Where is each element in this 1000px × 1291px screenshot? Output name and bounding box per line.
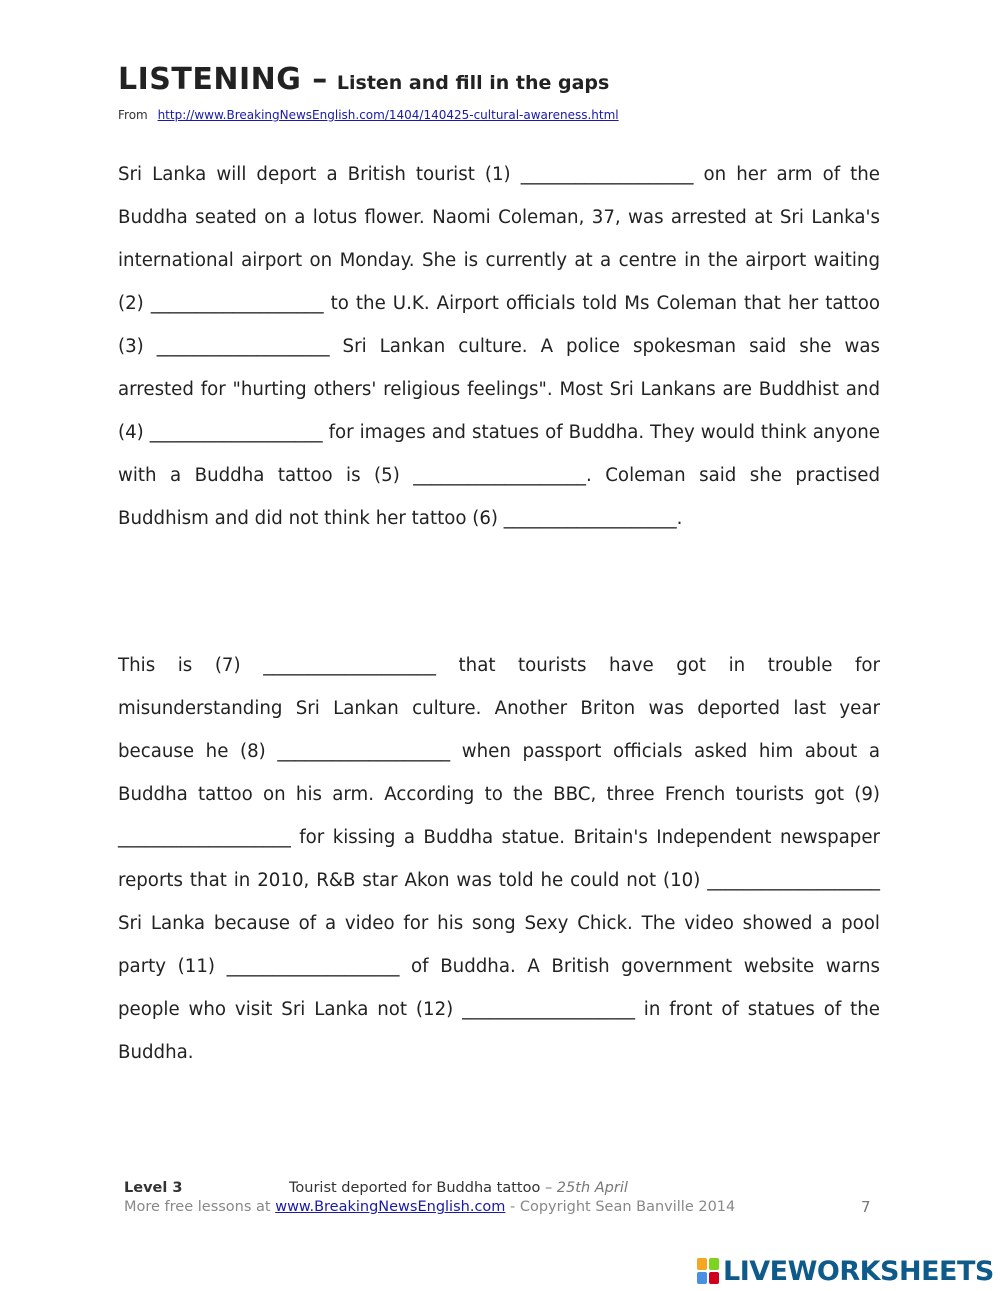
source-label: From [118, 108, 148, 122]
liveworksheets-logo-icon [697, 1258, 719, 1284]
paragraph-1 [118, 153, 880, 540]
text-segment: for images and statues of Buddha. They would think anyone with a Buddha tattoo is (5) [118, 422, 880, 486]
logo-square [709, 1272, 719, 1284]
more-lessons-text: More free lessons at [124, 1199, 276, 1215]
logo-square [709, 1258, 719, 1270]
text-segment: . [676, 508, 683, 529]
text-segment: that tourists have got in trouble for misunderstanding Sri Lankan culture. Another Briton was deported last year because he (8) [118, 655, 880, 762]
source-link[interactable]: http://www.BreakingNewsEnglish.com/1404/140425-cultural-awareness.html [157, 108, 619, 122]
page-number: 7 [861, 1198, 871, 1216]
text-segment: Sri Lanka will deport a British tourist (1) [118, 164, 521, 185]
text-segment: Sri Lanka because of a video for his song Sexy Chick. The video showed a pool party (11) [118, 913, 880, 977]
page-title: LISTENING – [118, 62, 328, 97]
text-segment: in front of statues of the Buddha. [118, 999, 880, 1063]
gap-5-input[interactable]: ___________________ [413, 465, 587, 486]
gap-2-input[interactable]: ___________________ [150, 293, 324, 314]
lesson-title [289, 1180, 628, 1196]
source-line [118, 108, 619, 122]
text-segment: . Coleman said she practised Buddhism and did not think her tattoo (6) [118, 465, 880, 529]
gap-4-input[interactable]: ___________________ [149, 422, 323, 443]
lesson-title-text: Tourist deported for Buddha tattoo [289, 1180, 541, 1196]
level-label: Level 3 [124, 1180, 183, 1196]
gap-12-input[interactable]: ___________________ [462, 999, 635, 1020]
logo-square [697, 1272, 707, 1284]
copyright-text: - Copyright Sean Banville 2014 [505, 1199, 736, 1215]
page-subtitle: Listen and fill in the gaps [336, 72, 610, 94]
site-link[interactable]: www.BreakingNewsEnglish.com [275, 1199, 506, 1215]
lesson-date: – 25th April [540, 1180, 628, 1196]
gap-1-input[interactable]: ___________________ [520, 164, 694, 185]
text-segment: This is (7) [118, 655, 264, 676]
logo-square [697, 1258, 707, 1270]
gap-7-input[interactable]: ___________________ [263, 655, 436, 676]
text-segment: to the U.K. Airport officials told Ms Coleman that her tattoo (3) [118, 293, 880, 357]
text-segment: of Buddha. A British government website warns people who visit Sri Lanka not (12) [118, 956, 880, 1020]
worksheet-header [118, 62, 609, 97]
gap-9-input[interactable]: ___________________ [118, 827, 291, 848]
gap-11-input[interactable]: ___________________ [226, 956, 400, 977]
text-segment: when passport officials asked him about a Buddha tattoo on his arm. According to the BBC, three French tourists got (9) [118, 741, 880, 805]
paragraph-2 [118, 644, 880, 1074]
gap-6-input[interactable]: ___________________ [503, 508, 677, 529]
gap-3-input[interactable]: ___________________ [156, 336, 330, 357]
text-segment: on her arm of the Buddha seated on a lotus flower. Naomi Coleman, 37, was arrested at Sri Lanka's international airport on Monday. She is currently at a centre in the airport waiting (2) [118, 164, 880, 314]
liveworksheets-logo[interactable] [697, 1256, 994, 1286]
text-segment: Sri Lankan culture. A police spokesman said she was arrested for "hurting others' religious feelings". Most Sri Lankans are Buddhist and (4) [118, 336, 880, 443]
page-footer [124, 1180, 735, 1215]
gap-10-input[interactable]: ___________________ [707, 870, 880, 891]
gap-8-input[interactable]: ___________________ [277, 741, 451, 762]
text-segment: for kissing a Buddha statue. Britain's Independent newspaper reports that in 2010, R&B star Akon was told he could not (10) [118, 827, 880, 891]
brand-name: LIVEWORKSHEETS [723, 1255, 994, 1287]
